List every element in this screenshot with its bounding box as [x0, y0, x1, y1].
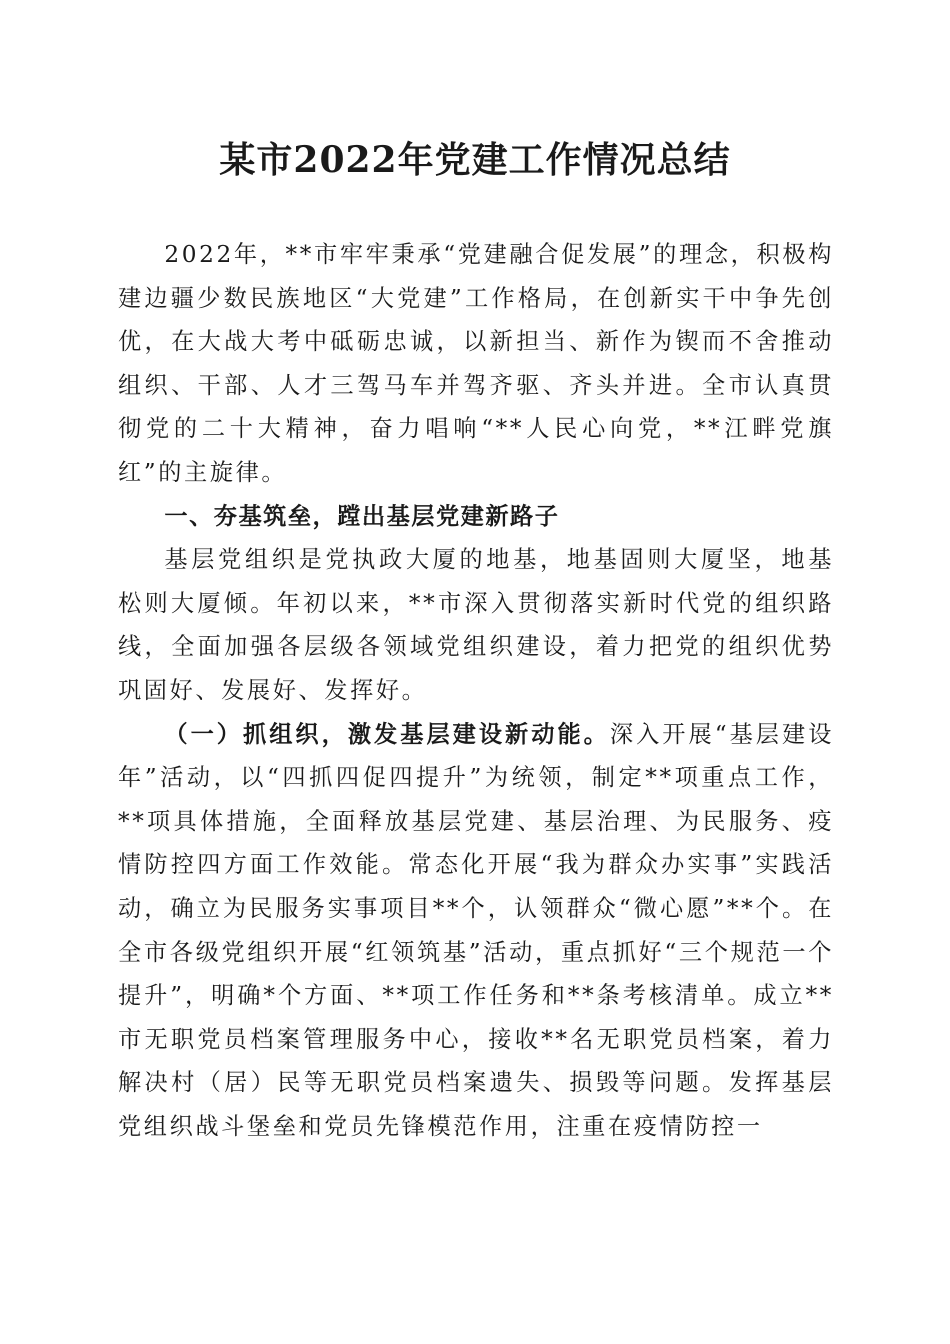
intro-paragraph: 2022年，**市牢牢秉承“党建融合促发展”的理念，积极构建边疆少数民族地区“大党建”工作格局，在创新实干中争先创优，在大战大考中砥砺忠诚，以新担当、新作为锲而不舍推动组织、干部、人才三驾马车并驾齐驱、齐头并进。全市认真贯彻党的二十大精神，奋力唱响“**人民心向党，**江畔党旗红”的主旋律。	[118, 241, 834, 486]
document-title: 某市2022年党建工作情况总结	[219, 139, 731, 181]
section-paragraph: 基层党组织是党执政大厦的地基，地基固则大厦坚，地基松则大厦倾。年初以来，**市深入贯彻落实新时代党的组织路线，全面加强各层级各领域党组织建设，着力把党的组织优势巩固好、发展好、发挥好。	[118, 546, 834, 704]
document-body	[118, 233, 834, 1148]
subsection-text: 深入开展“基层建设年”活动，以“四抓四促四提升”为统领，制定**项重点工作，**项具体措施，全面释放基层党建、基层治理、为民服务、疫情防控四方面工作效能。常态化开展“我为群众办实事”实践活动，确立为民服务实事项目**个，认领群众“微心愿”**个。在全市各级党组织开展“红领筑基”活动，重点抓好“三个规范一个提升”，明确*个方面、**项工作任务和**条考核清单。成立**市无职党员档案管理服务中心，接收**名无职党员档案，着力解决村（居）民等无职党员档案遗失、损毁等问题。发挥基层党组织战斗堡垒和党员先锋模范作用，注重在疫情防控一	[118, 720, 834, 1140]
subsection-lead: （一）抓组织，激发基层建设新动能。	[164, 720, 610, 748]
section-heading: 一、夯基筑垒，蹚出基层党建新路子	[164, 502, 560, 530]
subsection-paragraph	[118, 713, 834, 1149]
